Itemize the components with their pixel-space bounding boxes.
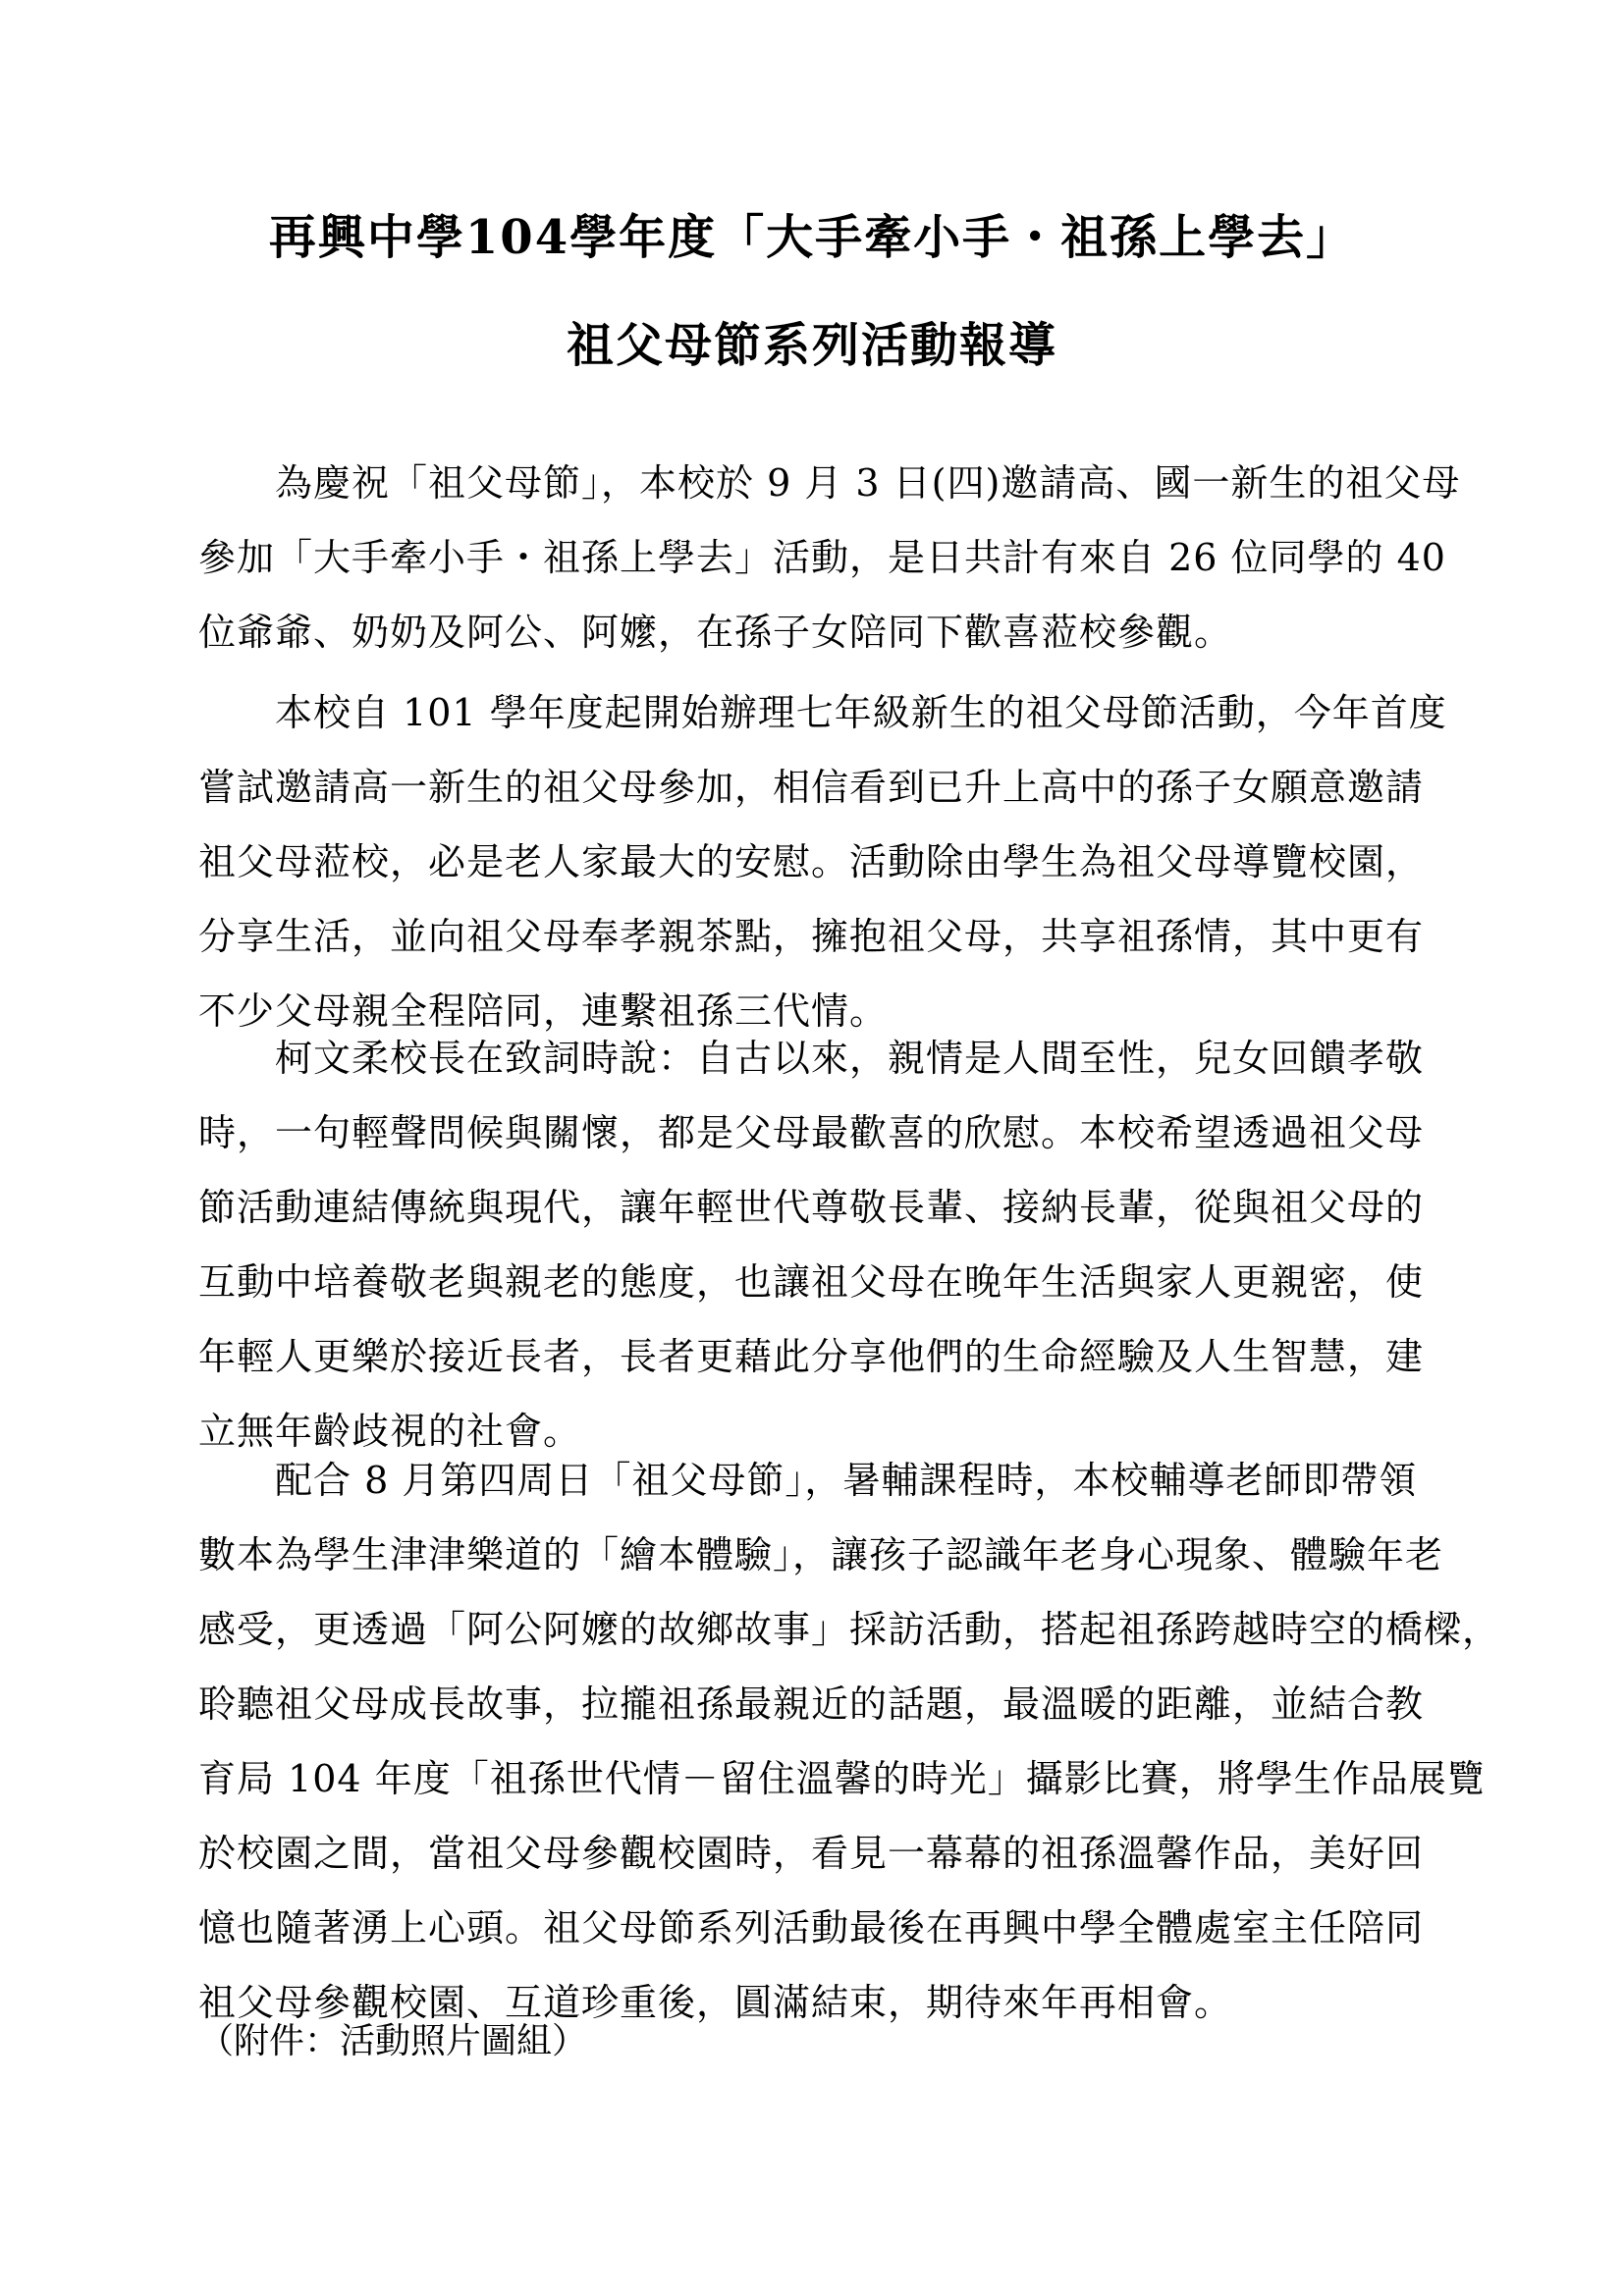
paragraph-line: 嘗試邀請高一新生的祖父母參加，相信看到已升上高中的孫子女願意邀請 <box>198 766 1425 809</box>
paragraph-line: 為慶祝「祖父母節」，本校於 9 月 3 日(四)邀請高、國一新生的祖父母 <box>198 461 1461 505</box>
paragraph-line: 分享生活，並向祖父母奉孝親茶點，擁抱祖父母，共享祖孫情，其中更有 <box>198 915 1425 958</box>
paragraph-line: 不少父母親全程陪同，連繫祖孫三代情。 <box>198 989 889 1033</box>
paragraph-line: 節活動連結傳統與現代，讓年輕世代尊敬長輩、接納長輩，從與祖父母的 <box>198 1186 1425 1229</box>
paragraph-line: 時，一句輕聲問候與關懷，都是父母最歡喜的欣慰。本校希望透過祖父母 <box>198 1111 1425 1154</box>
paragraph-4 <box>198 1443 1501 2040</box>
paragraph-line: 配合 8 月第四周日「祖父母節」，暑輔課程時，本校輔導老師即帶領 <box>198 1459 1418 1502</box>
paragraph-3 <box>198 1021 1437 1468</box>
document-title-line-2: 祖父母節系列活動報導 <box>566 318 1057 373</box>
paragraph-line: 柯文柔校長在致詞時說：自古以來，親情是人間至性，兒女回饋孝敬 <box>198 1037 1425 1080</box>
document-title-line-1: 再興中學104學年度「大手牽小手・祖孫上學去」 <box>268 210 1356 265</box>
paragraph-line: 祖父母蒞校，必是老人家最大的安慰。活動除由學生為祖父母導覽校園， <box>198 840 1425 883</box>
paragraph-line: 感受，更透過「阿公阿嬤的故鄉故事」採訪活動，搭起祖孫跨越時空的橋樑， <box>198 1608 1501 1651</box>
paragraph-line: 本校自 101 學年度起開始辦理七年級新生的祖父母節活動，今年首度 <box>198 691 1447 734</box>
paragraph-line: 數本為學生津津樂道的「繪本體驗」，讓孩子認識年老身心現象、體驗年老 <box>198 1533 1444 1576</box>
paragraph-line: 年輕人更樂於接近長者，長者更藉此分享他們的生命經驗及人生智慧，建 <box>198 1335 1425 1378</box>
paragraph-line: 位爺爺、奶奶及阿公、阿嬤，在孫子女陪同下歡喜蒞校參觀。 <box>198 611 1233 654</box>
paragraph-line: 聆聽祖父母成長故事，拉攏祖孫最親近的話題，最溫暖的距離，並結合教 <box>198 1682 1425 1726</box>
paragraph-line: 憶也隨著湧上心頭。祖父母節系列活動最後在再興中學全體處室主任陪同 <box>198 1906 1425 1949</box>
attachment-note: （附件：活動照片圖組） <box>198 2021 588 2061</box>
paragraph-line: 立無年齡歧視的社會。 <box>198 1410 582 1453</box>
paragraph-1 <box>198 446 1461 669</box>
paragraph-line: 於校園之間，當祖父母參觀校園時，看見一幕幕的祖孫溫馨作品，美好回 <box>198 1832 1425 1875</box>
paragraph-line: 祖父母參觀校園、互道珍重後，圓滿結束，期待來年再相會。 <box>198 1981 1233 2024</box>
paragraph-line: 育局 104 年度「祖孫世代情－留住溫馨的時光」攝影比賽，將學生作品展覽 <box>198 1757 1486 1800</box>
paragraph-2 <box>198 675 1447 1048</box>
paragraph-line: 互動中培養敬老與親老的態度，也讓祖父母在晚年生活與家人更親密，使 <box>198 1260 1425 1304</box>
paragraph-line: 參加「大手牽小手・祖孫上學去」活動，是日共計有來自 26 位同學的 40 <box>198 536 1446 579</box>
